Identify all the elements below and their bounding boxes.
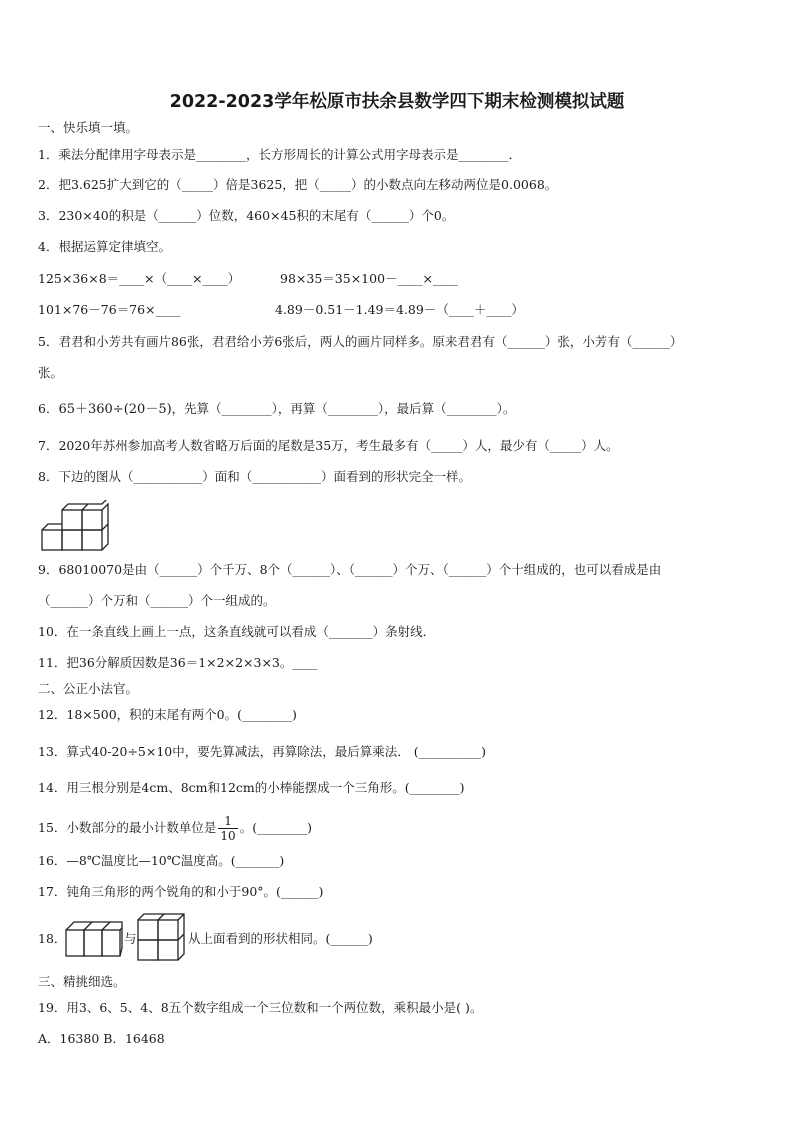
question-5: 5．君君和小芳共有画片86张，君君给小芳6张后，两人的画片同样多。原来君君有（______）张，小芳有（______） [38, 334, 683, 349]
question-12: 12．18×500，积的末尾有两个0。(________) [38, 707, 297, 722]
question-15 [38, 810, 312, 846]
fraction-one-tenth [218, 814, 237, 843]
cube-stack-figure [40, 500, 110, 554]
question-3: 3．230×40的积是（______）位数，460×45积的末尾有（______）个0。 [38, 208, 455, 223]
question-6 [38, 400, 515, 419]
question-4: 4．根据运算定律填空。 [38, 239, 171, 254]
question-1: 1．乘法分配律用字母表示是________，长方形周长的计算公式用字母表示是________． [38, 147, 521, 162]
question-4-part-b: 98×35＝35×100－____×____ [280, 271, 458, 286]
section-2-heading: 二、公正小法官。 [38, 681, 139, 696]
fraction-denominator: 10 [220, 829, 236, 843]
question-2: 2．把3.625扩大到它的（_____）倍是3625，把（_____）的小数点向左移动两位是0.0068。 [38, 177, 558, 192]
question-4-part-c: 101×76－76＝76×____ [38, 302, 181, 317]
question-4-part-d: 4.89－0.51－1.49＝4.89－（____＋____） [275, 302, 524, 317]
question-7: 7．2020年苏州参加高考人数省略万后面的尾数是35万，考生最多有（_____）人，最少有（_____）人。 [38, 438, 619, 453]
question-16: 16．—8℃温度比—10℃温度高。(_______) [38, 853, 285, 868]
question-8: 8．下边的图从（___________）面和（___________）面看到的形状完全一样。 [38, 469, 471, 484]
question-14: 14．用三根分别是4cm、8cm和12cm的小棒能摆成一个三角形。(________) [38, 780, 465, 795]
question-18-connector: 与 [124, 931, 137, 946]
question-13: 13．算式40-20÷5×10中，要先算减法，再算除法，最后算乘法． (__________) [38, 744, 486, 759]
page-title: 2022-2023学年松原市扶余县数学四下期末检测模拟试题 [169, 92, 625, 112]
question-6-text: ，先算（________），再算（________），最后算（________）。 [171, 401, 516, 416]
question-19: 19．用3、6、5、4、8五个数字组成一个三位数和一个两位数，乘积最小是( )。 [38, 1000, 483, 1015]
section-3-heading: 三、精挑细选。 [38, 974, 126, 989]
question-18-number: 18． [38, 931, 67, 946]
question-9-continued: （______）个万和（______）个一组成的。 [38, 593, 276, 608]
fraction-numerator: 1 [218, 814, 237, 829]
question-15-text: 15．小数部分的最小计数单位是 [38, 820, 217, 835]
section-1-heading: 一、快乐填一填。 [38, 120, 139, 135]
question-17: 17．钝角三角形的两个锐角的和小于90°。(______) [38, 884, 324, 899]
question-10: 10．在一条直线上画上一点，这条直线就可以看成（_______）条射线． [38, 624, 436, 639]
question-11: 11．把36分解质因数是36＝1×2×2×3×3。____ [38, 655, 318, 670]
box-figure-left [64, 918, 126, 960]
question-18-text: 从上面看到的形状相同。(______) [188, 931, 373, 946]
question-15-answer-blank: 。(________) [239, 820, 312, 835]
question-19-options: A．16380 B．16468 [38, 1031, 165, 1046]
question-5-continued: 张。 [38, 365, 64, 380]
question-4-part-a: 125×36×8＝____×（____×____） [38, 271, 241, 286]
question-9: 9．68010070是由（______）个千万、8个（______）、（______）个万、（______）个十组成的，也可以看成是由 [38, 562, 662, 577]
question-6-number: 6． [38, 401, 59, 416]
question-6-expression: 65＋360÷(20－5) [58, 402, 172, 417]
box-figure-right [136, 912, 188, 964]
